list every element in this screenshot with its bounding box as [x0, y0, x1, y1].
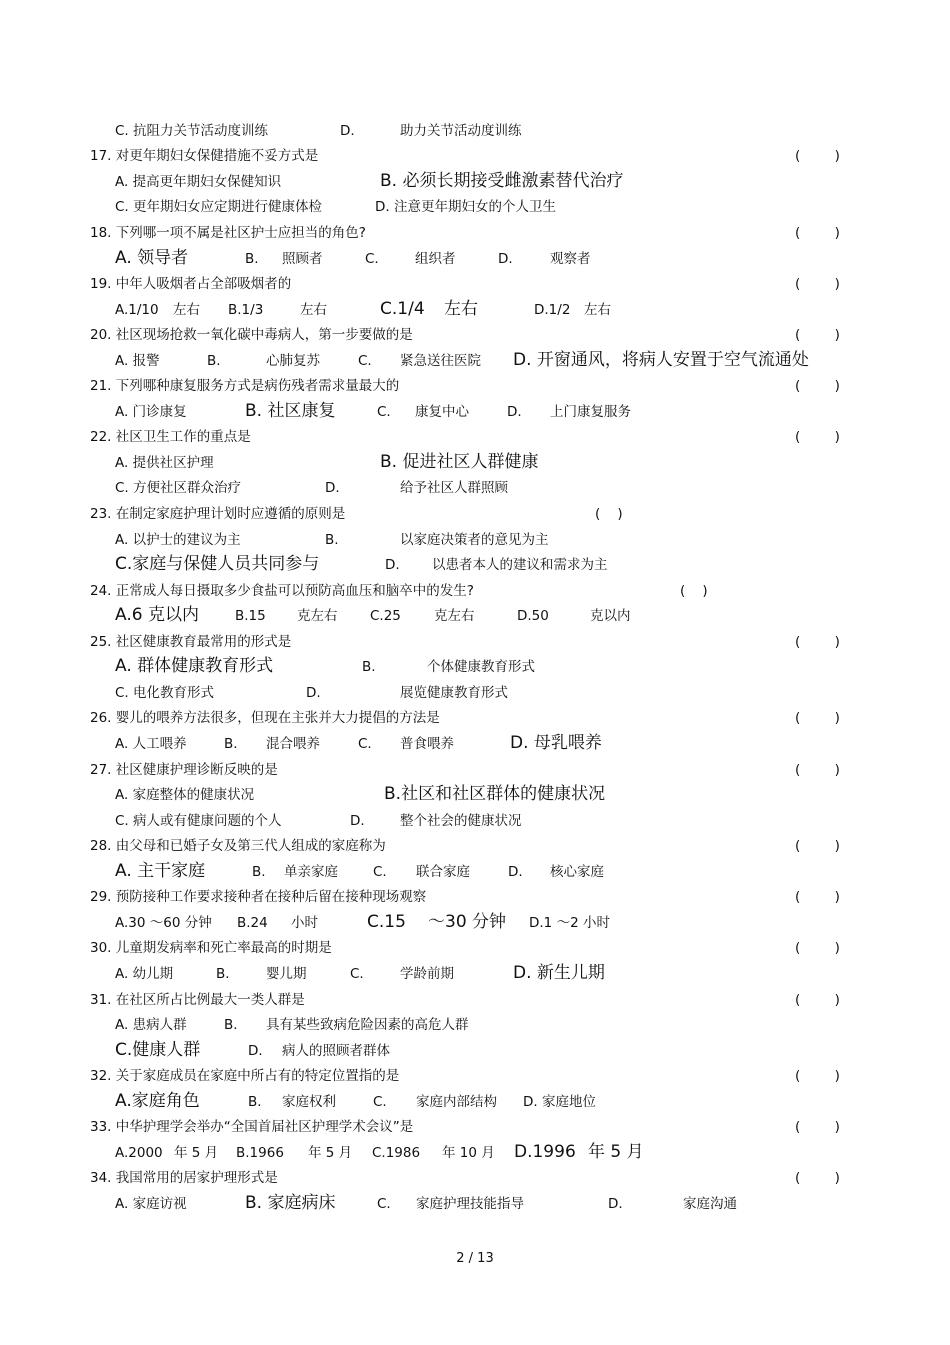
line-text: 年 10 月: [442, 1145, 495, 1161]
line-text: 给予社区人群照顾: [400, 480, 508, 496]
line-text: D.: [306, 685, 321, 701]
line-text: D.: [340, 123, 355, 139]
line-text: B.: [362, 659, 376, 675]
line-text: B.: [248, 1094, 262, 1110]
answer-option-highlighted: 年 5 月: [588, 1142, 644, 1162]
line-text: D. 家庭地位: [523, 1094, 596, 1110]
answer-option-highlighted: A.6 克以内: [115, 605, 199, 625]
answer-bracket: ( ): [795, 1170, 840, 1186]
line-text: 康复中心: [415, 404, 469, 420]
text-line: [0, 785, 950, 811]
answer-option-highlighted: A. 领导者: [115, 248, 189, 268]
line-text: 21. 下列哪种康复服务方式是病伤残者需求量最大的: [90, 378, 400, 394]
text-line: [0, 402, 950, 428]
text-line: [0, 555, 950, 581]
answer-option-highlighted: 左右: [444, 299, 478, 319]
line-text: B.: [216, 966, 230, 982]
line-text: 克以内: [590, 608, 631, 624]
answer-bracket: ( ): [795, 429, 840, 445]
line-text: 上门康复服务: [550, 404, 631, 420]
text-line: [0, 121, 950, 147]
line-text: 28. 由父母和已婚子女及第三代人组成的家庭称为: [90, 838, 386, 854]
text-line: [0, 376, 950, 402]
text-line: [0, 504, 950, 530]
line-text: B.: [207, 353, 221, 369]
text-line: [0, 683, 950, 709]
line-text: 克左右: [434, 608, 475, 624]
line-text: 31. 在社区所占比例最大一类人群是: [90, 992, 305, 1008]
answer-bracket: ( ): [795, 276, 840, 292]
line-text: 24. 正常成人每日摄取多少食盐可以预防高血压和脑卒中的发生?: [90, 583, 474, 599]
answer-bracket: ( ): [795, 940, 840, 956]
answer-bracket: ( ): [795, 1119, 840, 1135]
line-text: C.: [373, 1094, 387, 1110]
line-text: B.: [325, 532, 339, 548]
line-text: 组织者: [415, 251, 456, 267]
line-text: 混合喂养: [266, 736, 320, 752]
line-text: 30. 儿童期发病率和死亡率最高的时期是: [90, 940, 332, 956]
text-line: [0, 351, 950, 377]
answer-bracket: ( ): [680, 583, 708, 599]
text-line: [0, 427, 950, 453]
line-text: 左右: [173, 302, 200, 318]
line-text: A. 以护士的建议为主: [115, 532, 241, 548]
text-line: [0, 172, 950, 198]
text-line: [0, 1194, 950, 1220]
line-text: A. 幼儿期: [115, 966, 174, 982]
line-text: D.1/2: [534, 302, 571, 318]
line-text: 紧急送往医院: [400, 353, 481, 369]
text-line: [0, 274, 950, 300]
line-text: 29. 预防接种工作要求接种者在接种后留在接种现场观察: [90, 889, 427, 905]
text-line: [0, 1143, 950, 1169]
line-text: 34. 我国常用的居家护理形式是: [90, 1170, 278, 1186]
line-text: A. 家庭访视: [115, 1196, 187, 1212]
text-line: [0, 964, 950, 990]
answer-option-highlighted: B.社区和社区群体的健康状况: [384, 784, 606, 804]
line-text: 观察者: [550, 251, 591, 267]
line-text: A. 人工喂养: [115, 736, 187, 752]
line-text: 单亲家庭: [284, 864, 338, 880]
line-text: 18. 下列哪一项不属是社区护士应担当的角色?: [90, 225, 366, 241]
line-text: 个体健康教育形式: [427, 659, 535, 675]
line-text: A.30 ～60 分钟: [115, 915, 212, 931]
line-text: 年 5 月: [174, 1145, 219, 1161]
text-line: [0, 453, 950, 479]
answer-bracket: ( ): [795, 889, 840, 905]
line-text: A. 门诊康复: [115, 404, 187, 420]
answer-option-highlighted: B. 社区康复: [245, 401, 336, 421]
line-text: A.2000: [115, 1145, 163, 1161]
answer-bracket: ( ): [795, 992, 840, 1008]
text-line: [0, 913, 950, 939]
line-text: D.50: [517, 608, 549, 624]
line-text: 20. 社区现场抢救一氧化碳中毒病人，第一步要做的是: [90, 327, 413, 343]
line-text: 23. 在制定家庭护理计划时应遵循的原则是: [90, 506, 346, 522]
line-text: 家庭权利: [282, 1094, 336, 1110]
line-text: D.1 ～2 小时: [529, 915, 610, 931]
line-text: C.: [373, 864, 387, 880]
text-line: [0, 223, 950, 249]
line-text: C.: [350, 966, 364, 982]
line-text: 助力关节活动度训练: [400, 123, 522, 139]
line-text: D. 注意更年期妇女的个人卫生: [375, 199, 556, 215]
line-text: B.1/3: [228, 302, 264, 318]
line-text: A. 家庭整体的健康状况: [115, 787, 255, 803]
line-text: A. 提高更年期妇女保健知识: [115, 174, 282, 190]
line-text: 小时: [291, 915, 318, 931]
line-text: B.1966: [236, 1145, 284, 1161]
line-text: 家庭沟通: [683, 1196, 737, 1212]
line-text: C.25: [370, 608, 401, 624]
text-line: [0, 862, 950, 888]
line-text: 以家庭决策者的意见为主: [400, 532, 549, 548]
answer-option-highlighted: B. 促进社区人群健康: [380, 452, 539, 472]
text-line: [0, 146, 950, 172]
line-text: 32. 关于家庭成员在家庭中所占有的特定位置指的是: [90, 1068, 400, 1084]
answer-bracket: ( ): [795, 148, 840, 164]
line-text: B.: [252, 864, 266, 880]
text-line: [0, 325, 950, 351]
line-text: 联合家庭: [416, 864, 470, 880]
line-text: C.: [358, 353, 372, 369]
line-text: 克左右: [297, 608, 338, 624]
line-text: 病人的照顾者群体: [282, 1043, 390, 1059]
line-text: C. 电化教育形式: [115, 685, 215, 701]
line-text: 学龄前期: [400, 966, 454, 982]
line-text: D.: [248, 1043, 263, 1059]
text-line: [0, 300, 950, 326]
text-line: [0, 1117, 950, 1143]
line-text: D.: [608, 1196, 623, 1212]
answer-bracket: ( ): [795, 838, 840, 854]
line-text: 家庭内部结构: [416, 1094, 497, 1110]
answer-bracket: ( ): [795, 378, 840, 394]
answer-bracket: ( ): [795, 327, 840, 343]
text-line: [0, 811, 950, 837]
text-line: [0, 708, 950, 734]
line-text: C.: [377, 404, 391, 420]
line-text: 普食喂养: [400, 736, 454, 752]
line-text: 婴儿期: [266, 966, 307, 982]
answer-option-highlighted: A. 主干家庭: [115, 861, 206, 881]
text-line: [0, 197, 950, 223]
answer-option-highlighted: B. 必须长期接受雌激素替代治疗: [380, 171, 624, 191]
line-text: 26. 婴儿的喂养方法很多，但现在主张并大力提倡的方法是: [90, 710, 440, 726]
line-text: C.1986: [372, 1145, 421, 1161]
text-line: [0, 1168, 950, 1194]
line-text: D.: [508, 864, 523, 880]
line-text: A. 报警: [115, 353, 160, 369]
line-text: 左右: [584, 302, 611, 318]
line-text: B.: [245, 251, 259, 267]
answer-option-highlighted: B. 家庭病床: [245, 1193, 336, 1213]
page-number: 2 / 13: [456, 1251, 494, 1266]
line-text: A. 提供社区护理: [115, 455, 214, 471]
answer-option-highlighted: D. 开窗通风，将病人安置于空气流通处: [513, 350, 809, 370]
answer-option-highlighted: C.1/4: [380, 299, 425, 319]
line-text: C. 更年期妇女应定期进行健康体检: [115, 199, 323, 215]
text-line: [0, 1015, 950, 1041]
line-text: 19. 中年人吸烟者占全部吸烟者的: [90, 276, 292, 292]
line-text: 22. 社区卫生工作的重点是: [90, 429, 251, 445]
answer-option-highlighted: ～30 分钟: [428, 912, 507, 932]
line-text: 展览健康教育形式: [400, 685, 508, 701]
line-text: 25. 社区健康教育最常用的形式是: [90, 634, 292, 650]
answer-bracket: ( ): [795, 634, 840, 650]
line-text: C. 抗阻力关节活动度训练: [115, 123, 269, 139]
line-text: 具有某些致病危险因素的高危人群: [266, 1017, 469, 1033]
line-text: C.: [365, 251, 379, 267]
text-line: [0, 990, 950, 1016]
text-line: [0, 657, 950, 683]
line-text: D.: [498, 251, 513, 267]
text-line: [0, 1092, 950, 1118]
text-line: [0, 734, 950, 760]
line-text: A.1/10: [115, 302, 159, 318]
line-text: D.: [507, 404, 522, 420]
line-text: 年 5 月: [308, 1145, 353, 1161]
line-text: 家庭护理技能指导: [416, 1196, 524, 1212]
line-text: D.: [325, 480, 340, 496]
text-line: [0, 938, 950, 964]
text-line: [0, 478, 950, 504]
line-text: C.: [358, 736, 372, 752]
answer-bracket: ( ): [795, 225, 840, 241]
text-line: [0, 1041, 950, 1067]
line-text: 27. 社区健康护理诊断反映的是: [90, 762, 278, 778]
answer-option-highlighted: A.家庭角色: [115, 1091, 200, 1111]
answer-bracket: ( ): [595, 506, 623, 522]
text-line: [0, 887, 950, 913]
answer-option-highlighted: C.15: [367, 912, 406, 932]
answer-bracket: ( ): [795, 710, 840, 726]
text-line: [0, 249, 950, 275]
line-text: 以患者本人的建议和需求为主: [432, 557, 608, 573]
line-text: B.24: [237, 915, 268, 931]
line-text: 心肺复苏: [266, 353, 320, 369]
line-text: B.15: [235, 608, 266, 624]
answer-option-highlighted: D. 母乳喂养: [510, 733, 602, 753]
line-text: C. 病人或有健康问题的个人: [115, 813, 282, 829]
line-text: B.: [224, 1017, 238, 1033]
line-text: 照顾者: [282, 251, 323, 267]
line-text: 左右: [300, 302, 327, 318]
answer-option-highlighted: D.1996: [514, 1142, 576, 1162]
text-line: [0, 1066, 950, 1092]
line-text: D.: [385, 557, 400, 573]
line-text: C.: [377, 1196, 391, 1212]
answer-option-highlighted: D. 新生儿期: [513, 963, 605, 983]
answer-option-highlighted: A. 群体健康教育形式: [115, 656, 274, 676]
answer-bracket: ( ): [795, 1068, 840, 1084]
answer-bracket: ( ): [795, 762, 840, 778]
line-text: 17. 对更年期妇女保健措施不妥方式是: [90, 148, 319, 164]
line-text: A. 患病人群: [115, 1017, 187, 1033]
answer-option-highlighted: C.家庭与保健人员共同参与: [115, 554, 320, 574]
line-text: 核心家庭: [550, 864, 604, 880]
text-line: [0, 606, 950, 632]
line-text: 33. 中华护理学会举办“全国首届社区护理学术会议”是: [90, 1119, 414, 1135]
line-text: 整个社会的健康状况: [400, 813, 522, 829]
answer-option-highlighted: C.健康人群: [115, 1040, 201, 1060]
line-text: C. 方便社区群众治疗: [115, 480, 242, 496]
line-text: B.: [224, 736, 238, 752]
text-line: [0, 836, 950, 862]
line-text: D.: [350, 813, 365, 829]
